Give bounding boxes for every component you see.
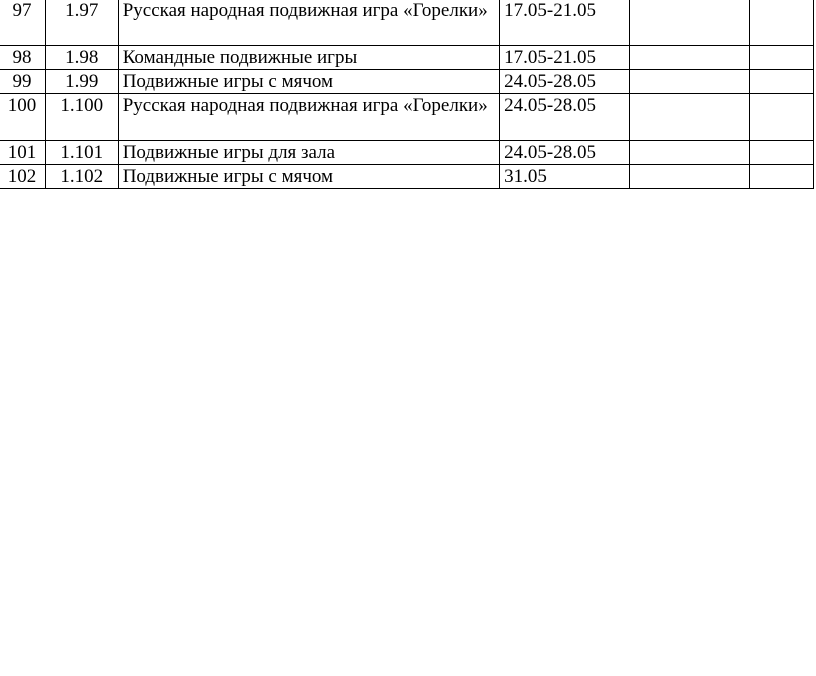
row-number-cell: 102 xyxy=(0,165,45,189)
lesson-topic-cell: Русская народная подвижная игра «Горелки» xyxy=(118,94,499,141)
empty-cell xyxy=(630,141,750,165)
table-row xyxy=(0,46,814,70)
lesson-dates-cell: 17.05-21.05 xyxy=(500,46,630,70)
lesson-code-cell: 1.98 xyxy=(45,46,118,70)
lesson-schedule-table xyxy=(0,0,814,189)
empty-cell xyxy=(630,46,750,70)
empty-cell xyxy=(630,165,750,189)
lesson-code-cell: 1.100 xyxy=(45,94,118,141)
table-row xyxy=(0,165,814,189)
empty-cell xyxy=(750,0,814,46)
row-number-cell: 98 xyxy=(0,46,45,70)
lesson-topic-cell: Подвижные игры с мячом xyxy=(118,70,499,94)
table-row xyxy=(0,0,814,46)
lesson-code-cell: 1.97 xyxy=(45,0,118,46)
table-row xyxy=(0,94,814,141)
empty-cell xyxy=(750,141,814,165)
lesson-code-cell: 1.102 xyxy=(45,165,118,189)
lesson-dates-cell: 24.05-28.05 xyxy=(500,70,630,94)
lesson-dates-cell: 24.05-28.05 xyxy=(500,94,630,141)
lesson-code-cell: 1.99 xyxy=(45,70,118,94)
lesson-code-cell: 1.101 xyxy=(45,141,118,165)
lesson-dates-cell: 24.05-28.05 xyxy=(500,141,630,165)
table-row xyxy=(0,70,814,94)
lesson-topic-cell: Командные подвижные игры xyxy=(118,46,499,70)
empty-cell xyxy=(630,94,750,141)
lesson-topic-cell: Подвижные игры с мячом xyxy=(118,165,499,189)
lesson-dates-cell: 17.05-21.05 xyxy=(500,0,630,46)
empty-cell xyxy=(750,70,814,94)
row-number-cell: 100 xyxy=(0,94,45,141)
empty-cell xyxy=(750,46,814,70)
lesson-dates-cell: 31.05 xyxy=(500,165,630,189)
row-number-cell: 101 xyxy=(0,141,45,165)
row-number-cell: 97 xyxy=(0,0,45,46)
empty-cell xyxy=(750,165,814,189)
row-number-cell: 99 xyxy=(0,70,45,94)
table-row xyxy=(0,141,814,165)
empty-cell xyxy=(750,94,814,141)
lesson-topic-cell: Русская народная подвижная игра «Горелки» xyxy=(118,0,499,46)
empty-cell xyxy=(630,0,750,46)
empty-cell xyxy=(630,70,750,94)
lesson-topic-cell: Подвижные игры для зала xyxy=(118,141,499,165)
